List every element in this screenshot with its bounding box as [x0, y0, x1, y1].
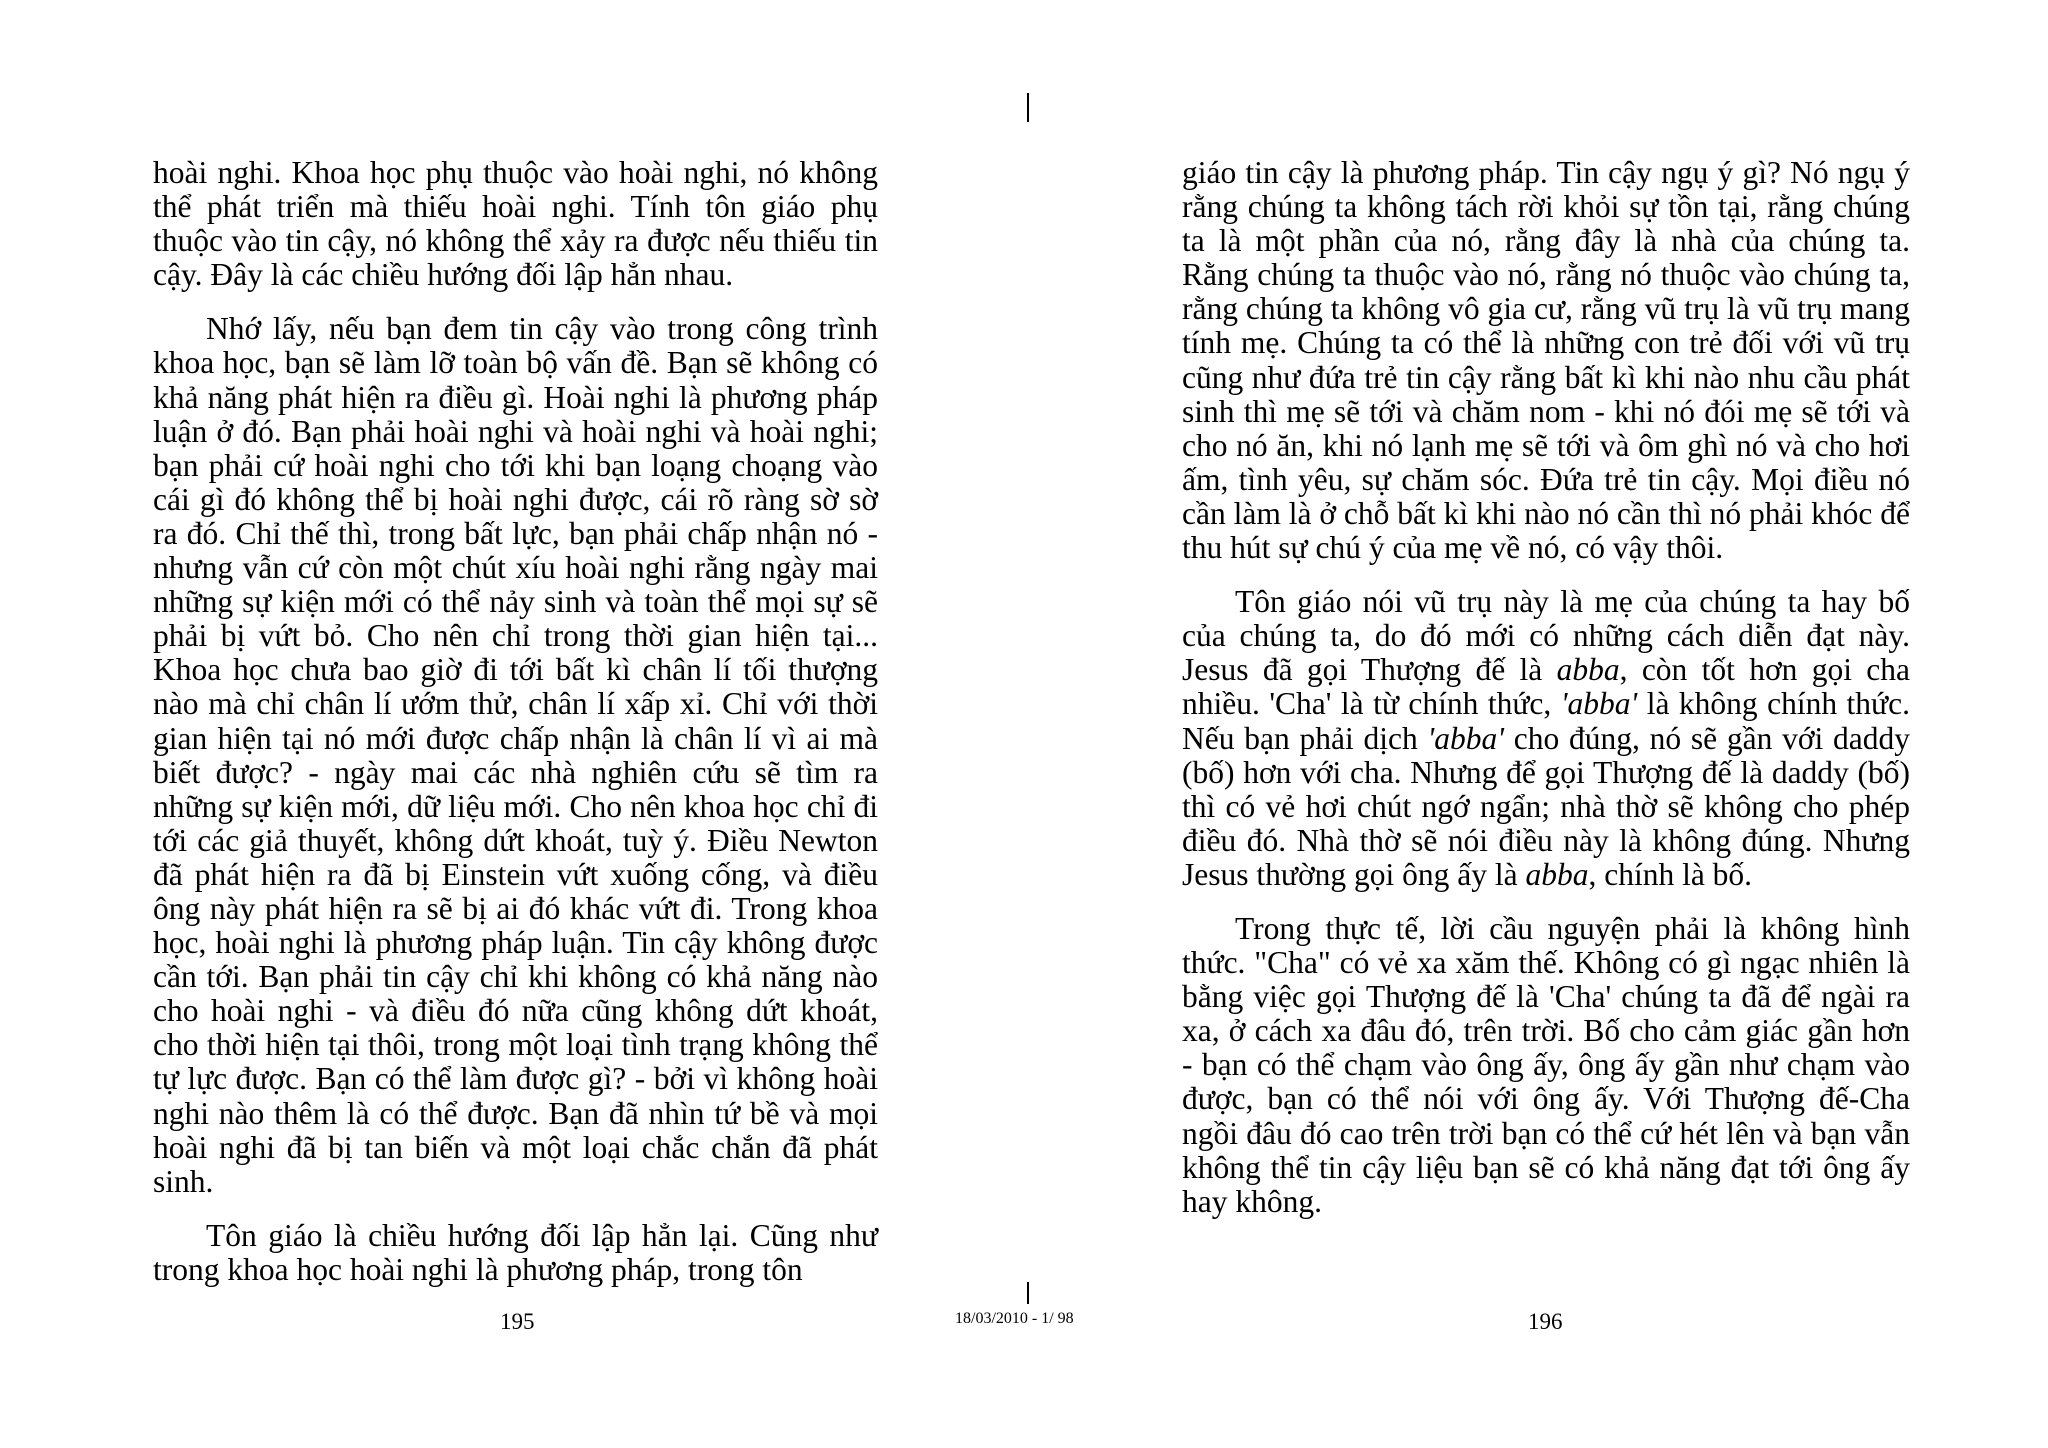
- gutter-crop-mark-top: [1027, 93, 1029, 122]
- text-run: hoài nghi. Khoa học phụ thuộc vào hoài nghi, nó không thể phát triển mà thiếu hoài nghi. Tính tôn giáo phụ thuộc vào tin cậy, nó không thể xảy ra được nếu thiếu tin cậy. Đây là các chiều hướng đối lập hẳn nhau.: [153, 155, 878, 293]
- italic-text-run: abba: [1525, 856, 1589, 892]
- text-run: Tôn giáo là chiều hướng đối lập hẳn lại. Cũng như trong khoa học hoài nghi là phương pháp, trong tôn: [153, 1217, 878, 1287]
- italic-text-run: 'abba': [1560, 686, 1638, 722]
- right-page-paragraph: [1182, 912, 1910, 1219]
- text-run: Nhớ lấy, nếu bạn đem tin cậy vào trong công trình khoa học, bạn sẽ làm lỡ toàn bộ vấn đề. Bạn sẽ không có khả năng phát hiện ra điều gì. Hoài nghi là phương pháp luận ở đó. Bạn phải hoài nghi và hoài nghi và hoài nghi; bạn phải cứ hoài nghi cho tới khi bạn loạng choạng vào cái gì đó không thể bị hoài nghi được, cái rõ ràng sờ sờ ra đó. Chỉ thế thì, trong bất lực, bạn phải chấp nhận nó - nhưng vẫn cứ còn một chút xíu hoài nghi rằng ngày mai những sự kiện mới có thể nảy sinh và toàn thể mọi sự sẽ phải bị vứt bỏ. Cho nên chỉ trong thời gian hiện tại... Khoa học chưa bao giờ đi tới bất kì chân lí tối thượng nào mà chỉ chân lí ướm thử, chân lí xấp xỉ. Chỉ với thời gian hiện tại nó mới được chấp nhận là chân lí vì ai mà biết được? - ngày mai các nhà nghiên cứu sẽ tìm ra những sự kiện mới, dữ liệu mới. Cho nên khoa học chỉ đi tới các giả thuyết, không dứt khoát, tuỳ ý. Điều Newton đã phát hiện ra đã bị Einstein vứt xuống cống, và điều ông này phát hiện ra sẽ bị ai đó khác vứt đi. Trong khoa học, hoài nghi là phương pháp luận. Tin cậy không được cần tới. Bạn phải tin cậy chỉ khi không có khả năng nào cho hoài nghi - và điều đó nữa cũng không dứt khoát, cho thời hiện tại thôi, trong một loại tình trạng không thể tự lực được. Bạn có thể làm được gì? - bởi vì không hoài nghi nào thêm là có thể được. Bạn đã nhìn tứ bề và mọi hoài nghi đã bị tan biến và một loại chắc chắn đã phát sinh.: [153, 311, 878, 1199]
- text-run: , còn tốt hơn gọi cha nhiều. 'Cha' là từ chính thức,: [1182, 652, 1911, 722]
- left-page-paragraph: [153, 156, 878, 292]
- left-page-body: [153, 156, 878, 1307]
- text-run: là không chính thức. Nếu bạn phải dịch: [1182, 686, 1910, 756]
- italic-text-run: abba: [1556, 652, 1620, 688]
- right-page-number: 196: [1528, 1309, 1563, 1334]
- gutter-crop-mark-bottom: [1027, 1282, 1029, 1304]
- print-date-footer: 18/03/2010 - 1/ 98: [955, 1310, 1074, 1327]
- right-page-paragraph: [1182, 156, 1910, 565]
- left-page-paragraph: [153, 1219, 878, 1287]
- text-run: , chính là bố.: [1588, 856, 1753, 892]
- italic-text-run: 'abba': [1427, 720, 1504, 756]
- left-page-number: 195: [500, 1309, 535, 1334]
- right-page-body: [1182, 156, 1910, 1239]
- left-page-paragraph: [153, 312, 878, 1198]
- text-run: cho đúng, nó sẽ gần với daddy (bố) hơn với cha. Nhưng để gọi Thượng đế là daddy (bố) thì có vẻ hơi chút ngớ ngẩn; nhà thờ sẽ không cho phép điều đó. Nhà thờ sẽ nói điều này là không đúng. Nhưng Jesus thường gọi ông ấy là: [1182, 720, 1910, 892]
- text-run: giáo tin cậy là phương pháp. Tin cậy ngụ ý gì? Nó ngụ ý rằng chúng ta không tách rời khỏi sự tồn tại, rằng chúng ta là một phần của nó, rằng đây là nhà của chúng ta. Rằng chúng ta thuộc vào nó, rằng nó thuộc vào chúng ta, rằng chúng ta không vô gia cư, rằng vũ trụ là vũ trụ mang tính mẹ. Chúng ta có thể là những con trẻ đối với vũ trụ cũng như đứa trẻ tin cậy rằng bất kì khi nào nhu cầu phát sinh thì mẹ sẽ tới và chăm nom - khi nó đói mẹ sẽ tới và cho nó ăn, khi nó lạnh mẹ sẽ tới và ôm ghì nó và cho hơi ấm, tình yêu, sự chăm sóc. Đứa trẻ tin cậy. Mọi điều nó cần làm là ở chỗ bất kì khi nào nó cần thì nó phải khóc để thu hút sự chú ý của mẹ về nó, có vậy thôi.: [1182, 155, 1910, 566]
- text-run: Tôn giáo nói vũ trụ này là mẹ của chúng ta hay bố của chúng ta, do đó mới có những cách diễn đạt này. Jesus đã gọi Thượng đế là: [1182, 584, 1910, 688]
- text-run: Trong thực tế, lời cầu nguyện phải là không hình thức. "Cha" có vẻ xa xăm thế. Không có gì ngạc nhiên là bằng việc gọi Thượng đế là 'Cha' chúng ta đã để ngài ra xa, ở cách xa đâu đó, trên trời. Bố cho cảm giác gần hơn - bạn có thể chạm vào ông ấy, ông ấy gần như chạm vào được, bạn có thể nói với ông ấy. Với Thượng đế-Cha ngồi đâu đó cao trên trời bạn có thể cứ hét lên và bạn vẫn không thể tin cậy liệu bạn sẽ có khả năng đạt tới ông ấy hay không.: [1182, 910, 1910, 1219]
- right-page-paragraph: [1182, 585, 1910, 892]
